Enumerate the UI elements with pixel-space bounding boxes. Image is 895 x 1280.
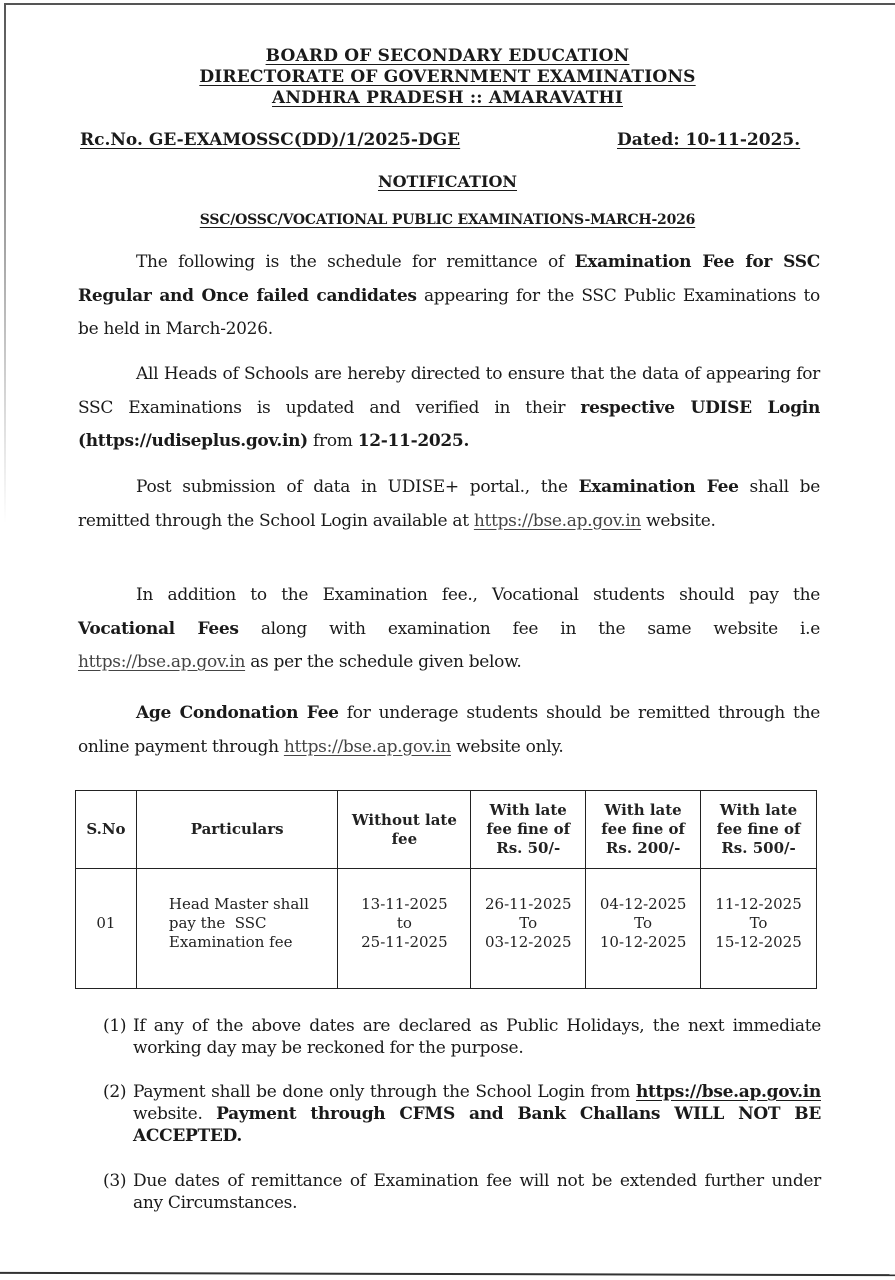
- header-sno: S.No: [76, 791, 137, 869]
- cell-line: Head Master shall: [168, 895, 309, 913]
- text: along with examination fee in the same website i.e: [238, 618, 821, 639]
- header-directorate: [0, 67, 895, 88]
- header-text: With late fee fine of Rs. 500/-: [716, 801, 801, 857]
- note-text: [133, 1081, 821, 1147]
- page-edge-top: [5, 3, 895, 5]
- bse-website-link[interactable]: https://bse.ap.gov.in: [635, 1082, 821, 1102]
- reference-date: Dated: 10-11-2025.: [617, 130, 801, 150]
- note-text: Due dates of remittance of Examination fee will not be extended further under any Circumstances.: [133, 1171, 821, 1213]
- note-item-1: [103, 1015, 821, 1059]
- cell-late-fee-200: [586, 869, 701, 989]
- note-text: If any of the above dates are declared as Public Holidays, the next immediate working day may be reckoned for the purpose.: [133, 1016, 821, 1058]
- end-date: 25-11-2025: [361, 933, 448, 951]
- note-number: (1): [103, 1016, 127, 1036]
- end-date: 03-12-2025: [485, 933, 572, 951]
- cell-line: Examination fee: [168, 933, 293, 951]
- text: Post submission of data in UDISE+ portal., the: [136, 477, 579, 497]
- notification-subject: SSC/OSSC/VOCATIONAL PUBLIC EXAMINATIONS-MARCH-2026: [199, 212, 696, 228]
- text: Payment shall be done only through the School Login from: [133, 1082, 636, 1102]
- bold-text: Age Condonation Fee: [136, 703, 339, 723]
- header-text: With late fee fine of Rs. 50/-: [486, 801, 571, 857]
- bold-date: 12-11-2025.: [357, 431, 470, 451]
- paragraph-age-condonation: [78, 697, 820, 764]
- table-row: [76, 869, 817, 989]
- page-edge-bottom: [0, 1272, 895, 1276]
- header-particulars: Particulars: [136, 791, 338, 869]
- paragraph-udise-directive: [78, 358, 820, 459]
- header-board: [0, 46, 895, 67]
- range-separator: To: [519, 914, 538, 932]
- bse-website-link[interactable]: https://bse.ap.gov.in: [473, 510, 641, 531]
- header-late-fee-50: [471, 791, 586, 869]
- bse-website-link[interactable]: https://bse.ap.gov.in: [78, 652, 246, 672]
- text: shall be remitted through the School Login available at: [78, 477, 820, 531]
- start-date: 26-11-2025: [485, 895, 572, 913]
- header-late-fee-200: [586, 791, 701, 869]
- text: In addition to the Examination fee., Vocational students should pay the: [136, 585, 820, 605]
- reference-number: Rc.No. GE-EXAMOSSC(DD)/1/2025-DGE: [80, 130, 461, 150]
- note-number: (2): [103, 1082, 127, 1102]
- text: website.: [133, 1104, 217, 1124]
- header-location: [0, 88, 895, 109]
- bold-text: Examination Fee for SSC Regular and Once failed candidates: [78, 252, 820, 306]
- notification-title: NOTIFICATION: [377, 172, 518, 191]
- fee-schedule-table: [75, 790, 817, 989]
- range-separator: To: [634, 914, 653, 932]
- bold-text: respective UDISE Login (https://udiseplus.gov.in): [78, 397, 821, 451]
- header-without-late-fee: [338, 791, 471, 869]
- cell-without-late-fee: [338, 869, 471, 989]
- bold-warning: Payment through CFMS and Bank Challans WILL NOT BE ACCEPTED.: [133, 1104, 822, 1146]
- range-separator: to: [396, 914, 412, 932]
- header-late-fee-500: [701, 791, 817, 869]
- cell-late-fee-500: [701, 869, 817, 989]
- text: for underage students should be remitted through the online payment through: [78, 703, 820, 757]
- header-text: Without late fee: [351, 810, 457, 848]
- text: website.: [640, 510, 716, 531]
- cell-sno: 01: [76, 869, 137, 989]
- cell-particulars: [136, 869, 338, 989]
- header-text: With late fee fine of Rs. 200/-: [601, 801, 685, 857]
- bold-text: Vocational Fees: [78, 618, 239, 639]
- range-separator: To: [749, 914, 768, 932]
- note-number: (3): [103, 1171, 127, 1191]
- bold-text: Examination Fee: [578, 477, 739, 497]
- text: as per the schedule given below.: [245, 652, 522, 672]
- note-item-2: [103, 1081, 821, 1147]
- header-line-2: DIRECTORATE OF GOVERNMENT EXAMINATIONS: [199, 67, 696, 87]
- table-header-row: [76, 791, 817, 869]
- paragraph-vocational-fees: [78, 579, 820, 680]
- text: All Heads of Schools are hereby directed to ensure that the data of appearing for SSC Examinations is updated and verified in their: [78, 364, 820, 418]
- paragraph-schedule-intro: [78, 246, 820, 347]
- text: from: [307, 431, 358, 451]
- cell-line: pay the SSC: [168, 914, 267, 932]
- text: website only.: [450, 736, 564, 757]
- note-item-3: [103, 1170, 821, 1214]
- start-date: 04-12-2025: [599, 895, 687, 913]
- start-date: 13-11-2025: [361, 895, 448, 913]
- text: appearing for the SSC Public Examinations to be held in March-2026.: [78, 285, 820, 339]
- end-date: 15-12-2025: [715, 933, 802, 951]
- end-date: 10-12-2025: [599, 933, 687, 951]
- paragraph-fee-remittance: [78, 471, 820, 538]
- text: The following is the schedule for remittance of: [136, 252, 575, 272]
- bse-website-link[interactable]: https://bse.ap.gov.in: [283, 736, 451, 757]
- start-date: 11-12-2025: [715, 895, 802, 913]
- header-line-3: ANDHRA PRADESH :: AMARAVATHI: [272, 88, 623, 108]
- cell-late-fee-50: [471, 869, 586, 989]
- header-line-1: BOARD OF SECONDARY EDUCATION: [265, 46, 630, 66]
